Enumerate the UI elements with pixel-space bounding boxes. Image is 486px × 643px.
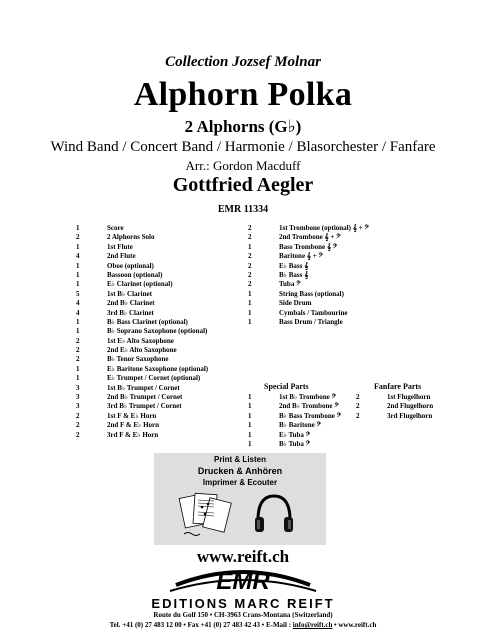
contact-phone-fax: Tel. +41 (0) 27 483 12 00 • Fax +41 (0) 27 483 42 43 • E-Mail : — [109, 621, 293, 629]
part-count: 2 — [76, 430, 80, 439]
part-name: 3rd Flugelhorn — [387, 411, 433, 420]
sheet-music-icon — [178, 490, 236, 540]
part-name: 3rd F & E♭ Horn — [107, 430, 159, 439]
arranger: Arr.: Gordon Macduff — [185, 158, 301, 173]
part-row — [76, 402, 208, 411]
part-count: 4 — [76, 308, 80, 317]
part-name: 1st B♭ Clarinet — [107, 289, 152, 298]
part-count: 1 — [248, 308, 252, 317]
band-types: Wind Band / Concert Band / Harmonie / Blasorchester / Fanfare — [50, 139, 436, 155]
part-name: E♭ Clarinet (optional) — [107, 280, 173, 289]
part-row — [76, 421, 208, 430]
part-count: 1 — [248, 242, 252, 251]
part-name: E♭ Baritone Saxophone (optional) — [107, 364, 209, 373]
part-row — [248, 280, 369, 289]
part-count: 1 — [76, 242, 80, 251]
part-name: Bass Trombone 𝄞 𝄢 — [279, 242, 338, 251]
part-row — [76, 384, 208, 393]
part-row — [76, 365, 208, 374]
part-count: 2 — [248, 233, 252, 242]
part-row — [356, 412, 433, 421]
part-row — [76, 252, 208, 261]
part-row — [76, 233, 208, 242]
part-name: 3rd B♭ Clarinet — [107, 308, 154, 317]
part-count: 1 — [76, 224, 80, 232]
part-count: 2 — [76, 233, 80, 242]
part-name: B♭ Soprano Saxophone (optional) — [107, 327, 208, 336]
part-row — [356, 393, 433, 402]
part-row — [76, 318, 208, 327]
part-row — [248, 262, 369, 271]
part-count: 2 — [76, 355, 80, 364]
parts-list-left — [76, 224, 208, 440]
part-count: 1 — [248, 421, 252, 430]
part-name: Bassoon (optional) — [107, 270, 163, 279]
part-row — [248, 431, 341, 440]
part-name: B♭ Tenor Saxophone — [107, 355, 169, 364]
part-row — [248, 233, 369, 242]
part-row — [76, 393, 208, 402]
part-row — [356, 402, 433, 411]
emr-logo — [168, 565, 318, 595]
part-row — [248, 224, 369, 233]
part-name: Oboe (optional) — [107, 261, 154, 270]
part-name: 2nd Trombone 𝄞 + 𝄢 — [279, 233, 341, 242]
part-count: 1 — [76, 317, 80, 326]
part-count: 2 — [76, 421, 80, 430]
part-name: E♭ Trumpet / Cornet (optional) — [107, 374, 201, 383]
part-row — [248, 309, 369, 318]
part-count: 1 — [76, 327, 80, 336]
part-name: E♭ Tuba 𝄢 — [279, 430, 311, 439]
part-row — [76, 337, 208, 346]
part-row — [76, 243, 208, 252]
emr-logo-text: EMR — [216, 568, 270, 595]
website-url: www.reift.ch — [196, 547, 290, 566]
part-name: Score — [107, 224, 124, 232]
part-row — [248, 252, 369, 261]
part-name: 1st B♭ Trombone 𝄢 — [279, 393, 337, 401]
part-row — [76, 431, 208, 440]
publisher-address: Route du Golf 150 • CH-3963 Crans-Montana (Switzerland) — [153, 611, 333, 619]
fanfare-parts-heading: Fanfare Parts — [374, 382, 422, 391]
part-count: 2 — [248, 280, 252, 289]
part-count: 1 — [76, 374, 80, 383]
part-name: 2nd Flugelhorn — [387, 402, 434, 411]
part-count: 1 — [76, 261, 80, 270]
part-name: 2nd B♭ Trumpet / Cornet — [107, 393, 183, 402]
part-count: 1 — [76, 280, 80, 289]
imprimer-ecouter-label: Imprimer & Ecouter — [202, 478, 278, 487]
part-name: String Bass (optional) — [279, 289, 344, 298]
part-name: 2nd B♭ Clarinet — [107, 299, 155, 308]
print-and-listen-box — [154, 453, 326, 545]
part-count: 1 — [248, 299, 252, 308]
part-name: B♭ Bass Clarinet (optional) — [107, 317, 188, 326]
composer: Gottfried Aegler — [172, 174, 314, 196]
part-row — [76, 412, 208, 421]
part-row — [248, 271, 369, 280]
catalog-number: EMR 11334 — [217, 204, 269, 215]
part-row — [248, 421, 341, 430]
part-row — [248, 290, 369, 299]
part-name: Baritone 𝄞 + 𝄢 — [279, 252, 323, 261]
part-name: E♭ Bass 𝄞 — [279, 261, 309, 270]
publisher-contact — [0, 621, 486, 629]
part-count: 2 — [356, 393, 360, 401]
part-count: 1 — [76, 364, 80, 373]
part-row — [248, 299, 369, 308]
part-row — [76, 280, 208, 289]
part-row — [76, 224, 208, 233]
part-row — [248, 243, 369, 252]
part-count: 2 — [248, 224, 252, 232]
fanfare-parts-list — [356, 393, 433, 421]
part-name: 2nd F & E♭ Horn — [107, 421, 160, 430]
part-name: 1st Flugelhorn — [387, 393, 431, 401]
part-row — [76, 374, 208, 383]
part-row — [248, 440, 341, 449]
part-name: Side Drum — [279, 299, 312, 308]
part-row — [76, 309, 208, 318]
part-count: 2 — [248, 270, 252, 279]
part-count: 3 — [76, 393, 80, 402]
part-count: 1 — [76, 270, 80, 279]
part-count: 4 — [76, 252, 80, 261]
part-count: 3 — [76, 402, 80, 411]
part-name: Cymbals / Tambourine — [279, 308, 348, 317]
part-count: 3 — [76, 383, 80, 392]
instrumentation-subtitle: 2 Alphorns (G♭) — [184, 117, 302, 136]
part-count: 2 — [248, 252, 252, 261]
part-name: 1st Trombone (optional) 𝄞 + 𝄢 — [279, 224, 369, 232]
part-name: B♭ Baritone 𝄢 — [279, 421, 322, 430]
part-row — [76, 262, 208, 271]
part-count: 2 — [76, 411, 80, 420]
part-count: 1 — [248, 430, 252, 439]
part-name: Tuba 𝄢 — [279, 280, 301, 289]
part-row — [76, 346, 208, 355]
parts-list-right — [248, 224, 369, 327]
collection-name: Collection Jozsef Molnar — [165, 54, 321, 70]
piece-title: Alphorn Polka — [133, 76, 353, 113]
part-count: 1 — [248, 393, 252, 401]
part-name: Bass Drum / Triangle — [279, 317, 343, 326]
part-name: 2nd E♭ Alto Saxophone — [107, 346, 177, 355]
print-listen-label: Print & Listen — [213, 455, 266, 464]
part-count: 2 — [356, 402, 360, 411]
contact-web: • www.reift.ch — [332, 621, 377, 629]
part-count: 1 — [248, 411, 252, 420]
part-count: 1 — [248, 439, 252, 448]
part-row — [76, 327, 208, 336]
special-parts-list — [248, 393, 341, 449]
part-count: 2 — [356, 411, 360, 420]
part-row — [76, 355, 208, 364]
part-name: 1st F & E♭ Horn — [107, 411, 157, 420]
publisher-name: EDITIONS MARC REIFT — [151, 596, 335, 611]
part-count: 2 — [248, 261, 252, 270]
part-row — [248, 393, 341, 402]
part-row — [248, 318, 369, 327]
part-row — [248, 402, 341, 411]
part-count: 4 — [76, 299, 80, 308]
drucken-anhoeren-label: Drucken & Anhören — [197, 466, 283, 476]
part-name: 2nd Flute — [107, 252, 136, 261]
part-count: 2 — [76, 346, 80, 355]
headphones-icon — [252, 492, 296, 538]
part-row — [76, 290, 208, 299]
part-name: B♭ Bass 𝄞 — [279, 270, 309, 279]
part-name: 1st E♭ Alto Saxophone — [107, 336, 174, 345]
special-parts-heading: Special Parts — [264, 382, 309, 391]
part-name: 2nd B♭ Trombone 𝄢 — [279, 402, 339, 411]
part-name: B♭ Tuba 𝄢 — [279, 439, 311, 448]
part-count: 1 — [248, 289, 252, 298]
part-row — [76, 299, 208, 308]
part-count: 2 — [76, 336, 80, 345]
part-name: 2 Alphorns Solo — [107, 233, 155, 242]
part-count: 1 — [248, 402, 252, 411]
part-count: 5 — [76, 289, 80, 298]
email-link[interactable]: info@reift.ch — [292, 621, 333, 629]
part-row — [76, 271, 208, 280]
part-row — [248, 412, 341, 421]
part-count: 1 — [248, 317, 252, 326]
part-name: 1st Flute — [107, 242, 133, 251]
part-name: B♭ Bass Trombone 𝄢 — [279, 411, 342, 420]
part-name: 1st B♭ Trumpet / Cornet — [107, 383, 180, 392]
part-name: 3rd B♭ Trumpet / Cornet — [107, 402, 182, 411]
